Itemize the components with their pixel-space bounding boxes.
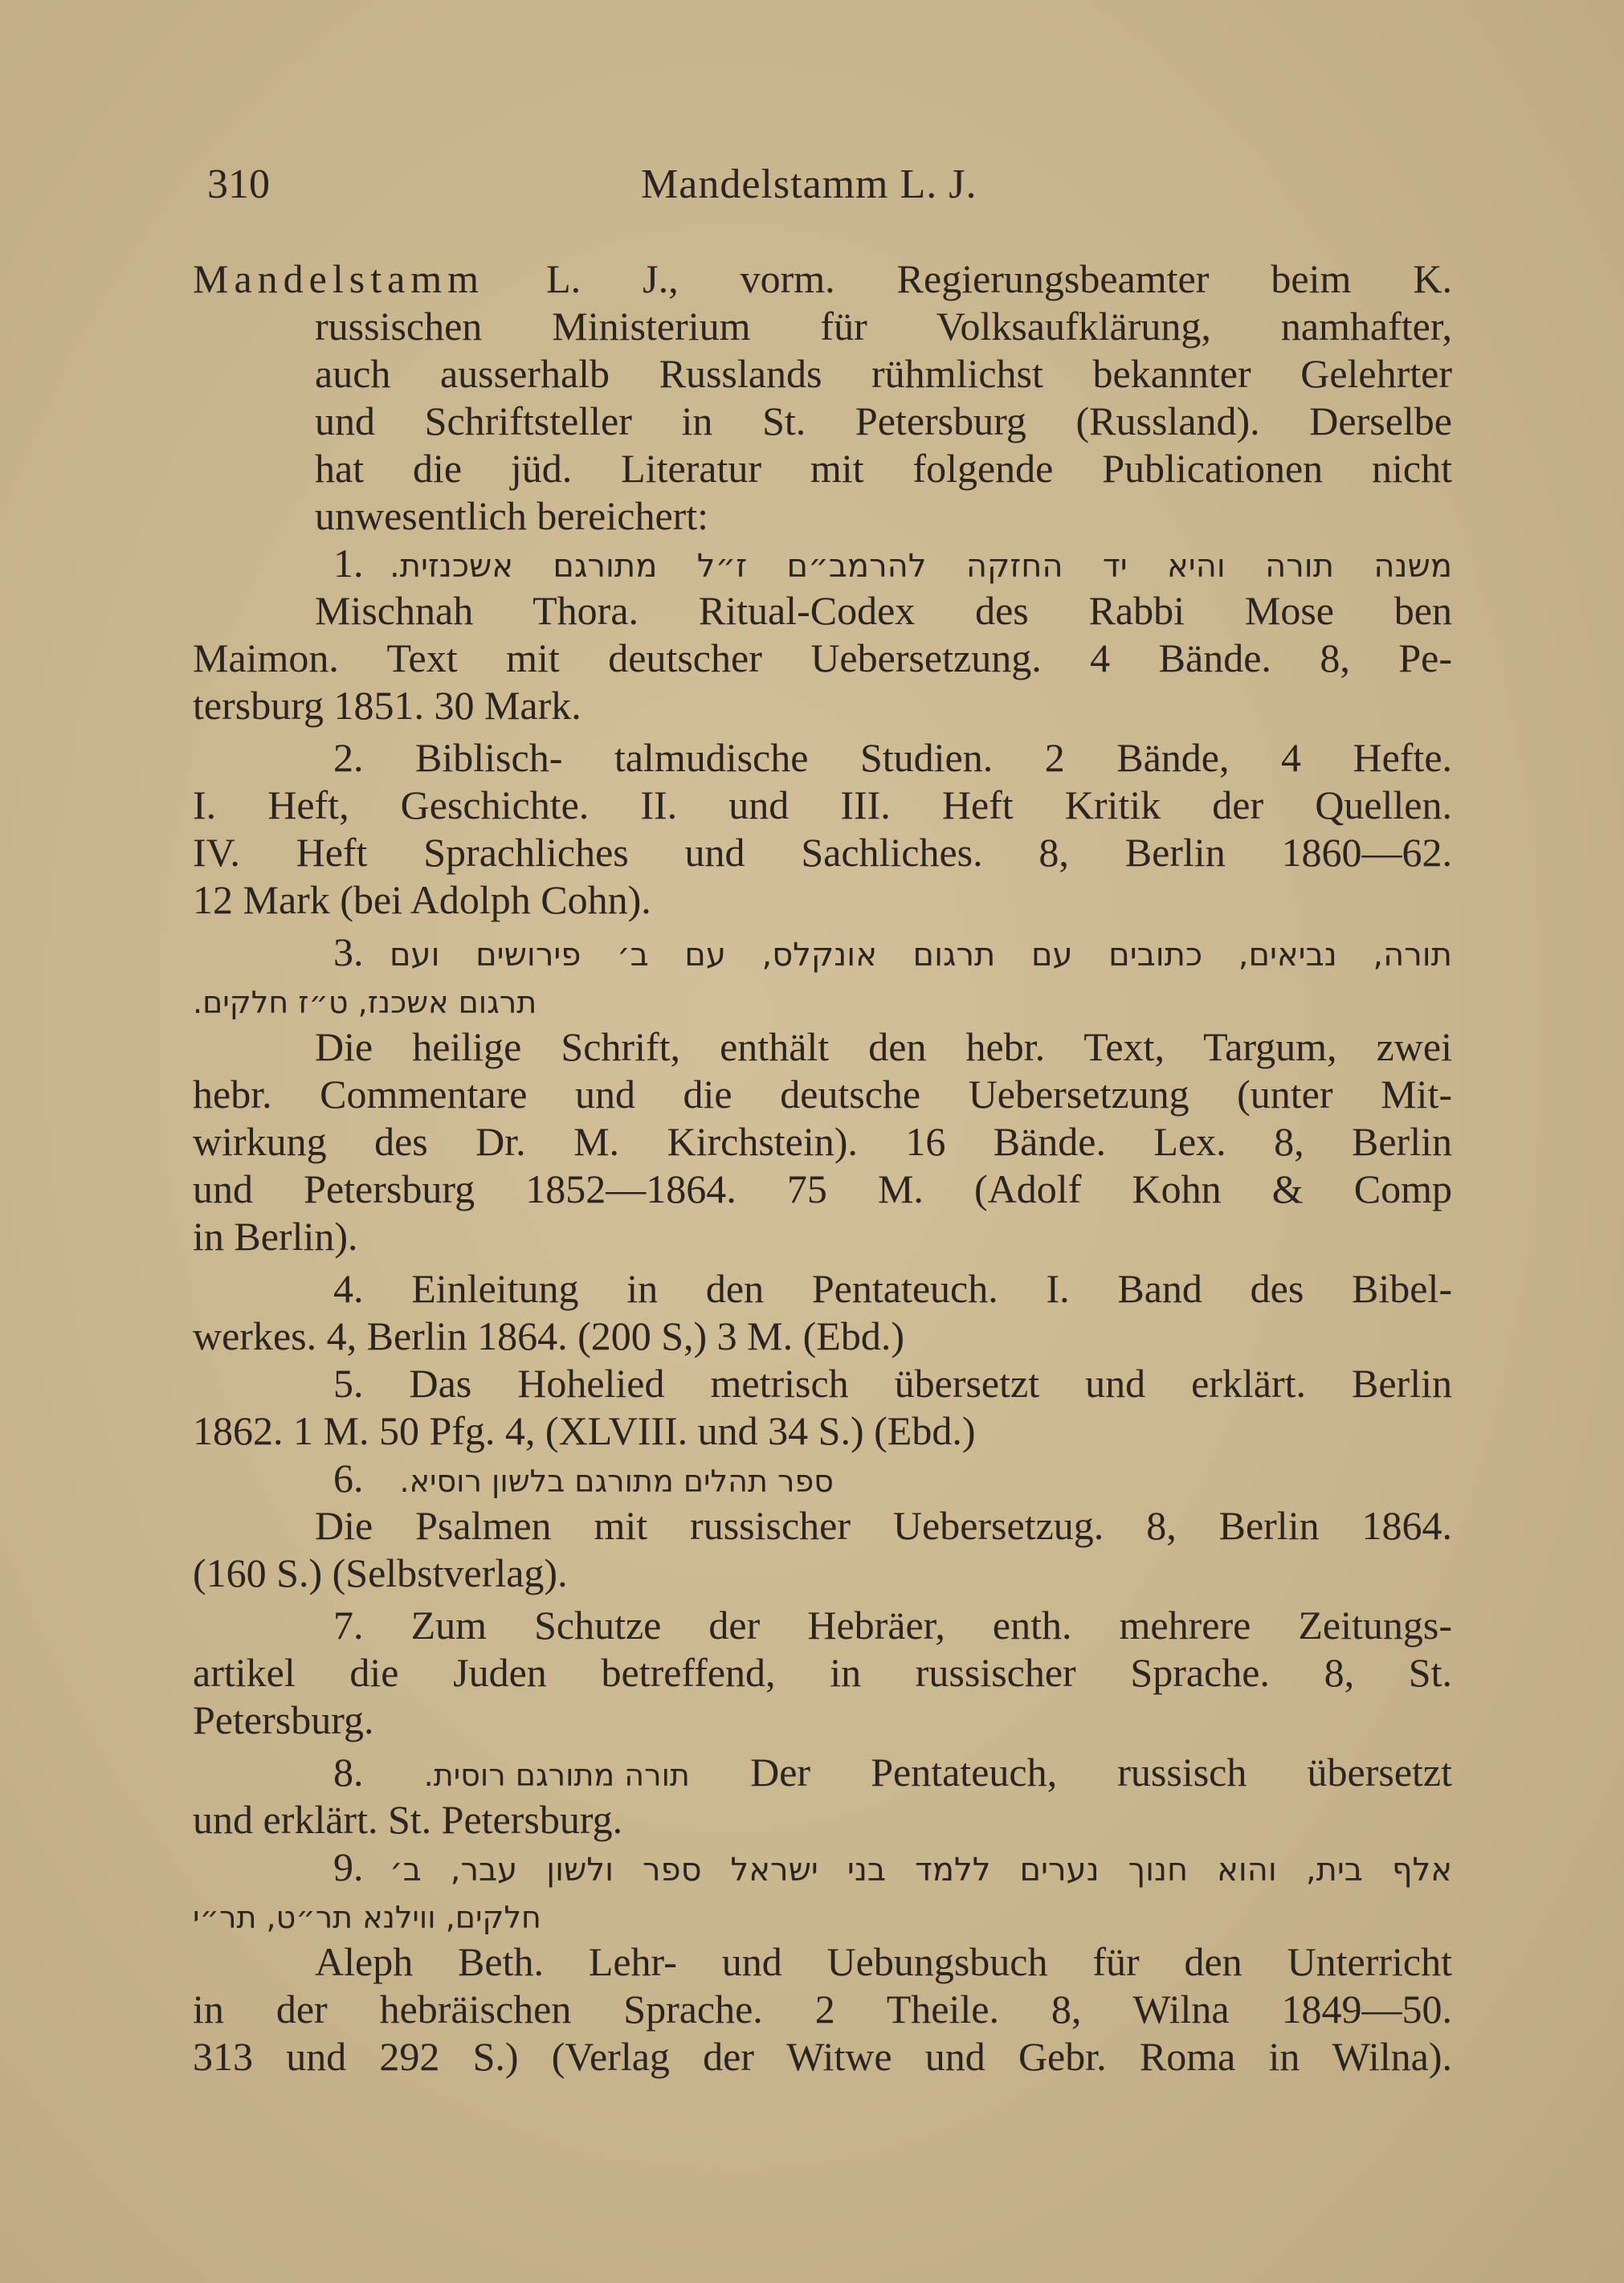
intro-line-5: hat die jüd. Literatur mit folgende Publicationen nicht xyxy=(315,446,1452,491)
item-2-line: I. Heft, Geschichte. II. und III. Heft Kritik der Quellen. xyxy=(193,782,1452,827)
page-number: 310 xyxy=(207,161,270,207)
item-2-line: 12 Mark (bei Adolph Cohn). xyxy=(193,877,651,922)
item-5-first: 5. Das Hohelied metrisch übersetzt und erklärt. Berlin xyxy=(333,1361,1452,1406)
item-6-line: Die Psalmen mit russischer Uebersetzug. 8, Berlin 1864. xyxy=(315,1503,1452,1548)
item-9-line: Aleph Beth. Lehr- und Uebungsbuch für den Unterricht xyxy=(315,1939,1452,1984)
intro-line-3: auch ausserhalb Russlands rühmlichst bekannter Gelehrter xyxy=(315,351,1452,396)
item-6-line: (160 S.) (Selbstverlag). xyxy=(193,1550,568,1595)
item-7-line: Petersburg. xyxy=(193,1697,374,1742)
item-2-line: IV. Heft Sprachliches und Sachliches. 8, Berlin 1860—62. xyxy=(193,830,1452,875)
item-3-line: in Berlin). xyxy=(193,1214,358,1259)
entry-name: Mandelstamm xyxy=(193,256,485,301)
item-8-line: und erklärt. St. Petersburg. xyxy=(193,1797,623,1842)
item-9-hebrew: 9. אלף בית, והוא חנוך נערים ללמד בני ישראל ספר ולשון עבר, ב׳ xyxy=(333,1844,1452,1889)
item-3-line: und Petersburg 1852—1864. 75 M. (Adolf Kohn & Comp xyxy=(193,1166,1452,1211)
entry-body xyxy=(193,255,1452,2081)
item-9-hebrew-2: חלקים, ווילנא תר״ט, תר״י xyxy=(193,1900,541,1935)
item-3-line: hebr. Commentare und die deutsche Uebersetzung (unter Mit- xyxy=(193,1072,1452,1117)
intro-line-1: Mandelstamm L. J., vorm. Regierungsbeamter beim K. xyxy=(193,256,1453,301)
item-2-first: 2. Biblisch- talmudische Studien. 2 Bände, 4 Hefte. xyxy=(333,735,1453,780)
item-9-line: 313 und 292 S.) (Verlag der Witwe und Gebr. Roma in Wilna). xyxy=(193,2034,1452,2079)
item-3-hebrew: 3. תורה, נביאים, כתובים עם תרגום אונקלס, עם ב׳ פירושים ועם xyxy=(333,929,1452,974)
page-header xyxy=(207,161,1444,217)
item-6-hebrew: 6. ספר תהלים מתורגם בלשון רוסיא. xyxy=(333,1456,834,1501)
item-8-first: 8. תורה מתורגם רוסית. Der Pentateuch, russisch übersetzt xyxy=(333,1750,1452,1795)
intro-line-2: russischen Ministerium für Volksaufklärung, namhafter, xyxy=(315,304,1452,349)
item-7-first: 7. Zum Schutze der Hebräer, enth. mehrere Zeitungs- xyxy=(333,1603,1452,1648)
item-7-line: artikel die Juden betreffend, in russischer Sprache. 8, St. xyxy=(193,1650,1452,1695)
intro-line-6: unwesentlich bereichert: xyxy=(315,493,709,538)
item-1-hebrew: 1. משנה תורה והיא יד החזקה להרמב״ם ז״ל מתורגם אשכנזית. xyxy=(333,541,1452,586)
item-1-line: tersburg 1851. 30 Mark. xyxy=(193,683,581,728)
item-3-line: wirkung des Dr. M. Kirchstein). 16 Bände. Lex. 8, Berlin xyxy=(193,1119,1452,1164)
intro-line-4: und Schriftsteller in St. Petersburg (Russland). Derselbe xyxy=(315,398,1452,443)
item-4-first: 4. Einleitung in den Pentateuch. I. Band des Bibel- xyxy=(333,1266,1452,1311)
item-3-line: Die heilige Schrift, enthält den hebr. Text, Targum, zwei xyxy=(315,1024,1452,1069)
item-1-line: Mischnah Thora. Ritual-Codex des Rabbi Mose ben xyxy=(315,588,1452,633)
item-9-line: in der hebräischen Sprache. 2 Theile. 8, Wilna 1849—50. xyxy=(193,1987,1452,2032)
item-3-hebrew-2: תרגום אשכנז, ט״ז חלקים. xyxy=(193,985,537,1020)
running-title: Mandelstamm L. J. xyxy=(641,161,977,207)
item-5-line: 1862. 1 M. 50 Pfg. 4, (XLVIII. und 34 S.) (Ebd.) xyxy=(193,1408,976,1453)
item-1-line: Maimon. Text mit deutscher Uebersetzung. 4 Bände. 8, Pe- xyxy=(193,635,1452,680)
item-4-line: werkes. 4, Berlin 1864. (200 S,) 3 M. (Ebd.) xyxy=(193,1313,904,1358)
